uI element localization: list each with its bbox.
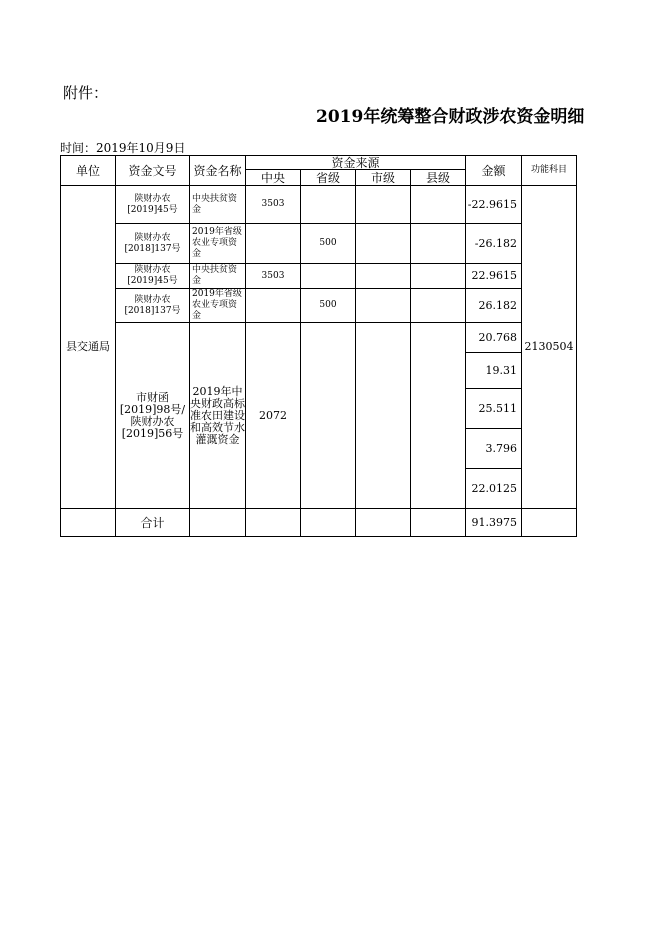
header-func-subject: 功能科目 xyxy=(522,156,577,186)
row-province xyxy=(301,186,356,224)
row-fund-name: 2019年省级农业专项资金 xyxy=(190,289,246,323)
row-central xyxy=(246,289,301,323)
page-title: 2019年统筹整合财政涉农资金明细 xyxy=(316,107,585,127)
date-label: 时间：2019年10月9日 xyxy=(60,141,186,155)
merged-province xyxy=(301,323,356,509)
row-county xyxy=(411,186,466,224)
row-fund-name: 2019年省级农业专项资金 xyxy=(190,224,246,264)
row-county xyxy=(411,224,466,264)
func-subject-value: 2130504 xyxy=(522,186,577,509)
merged-amount: 22.0125 xyxy=(466,469,522,509)
merged-amount: 25.511 xyxy=(466,389,522,429)
header-fund-name: 资金名称 xyxy=(190,156,246,186)
header-central: 中央 xyxy=(246,170,301,186)
total-label: 合计 xyxy=(116,509,190,537)
row-province: 500 xyxy=(301,224,356,264)
funds-table xyxy=(60,155,577,537)
row-city xyxy=(356,289,411,323)
total-city xyxy=(356,509,411,537)
merged-amount: 19.31 xyxy=(466,353,522,389)
row-central: 3503 xyxy=(246,264,301,289)
total-province xyxy=(301,509,356,537)
header-county: 县级 xyxy=(411,170,466,186)
row-amount: 26.182 xyxy=(466,289,522,323)
row-fund-name: 中央扶贫资金 xyxy=(190,264,246,289)
total-func-subject xyxy=(522,509,577,537)
row-central: 3503 xyxy=(246,186,301,224)
merged-amount: 3.796 xyxy=(466,429,522,469)
attachment-label: 附件： xyxy=(63,84,109,102)
row-amount: 22.9615 xyxy=(466,264,522,289)
header-amount: 金额 xyxy=(466,156,522,186)
header-city: 市级 xyxy=(356,170,411,186)
row-city xyxy=(356,264,411,289)
total-county xyxy=(411,509,466,537)
row-doc-no: 陕财办农[2018]137号 xyxy=(116,224,190,264)
row-province xyxy=(301,264,356,289)
total-central xyxy=(246,509,301,537)
row-county xyxy=(411,289,466,323)
row-doc-no: 陕财办农[2019]45号 xyxy=(116,264,190,289)
total-unit xyxy=(61,509,116,537)
total-amount: 91.3975 xyxy=(466,509,522,537)
row-fund-name: 中央扶贫资金 xyxy=(190,186,246,224)
row-amount: -22.9615 xyxy=(466,186,522,224)
row-province: 500 xyxy=(301,289,356,323)
header-province: 省级 xyxy=(301,170,356,186)
row-county xyxy=(411,264,466,289)
row-city xyxy=(356,186,411,224)
header-doc-no: 资金文号 xyxy=(116,156,190,186)
row-doc-no: 陕财办农[2018]137号 xyxy=(116,289,190,323)
merged-central: 2072 xyxy=(246,323,301,509)
merged-county xyxy=(411,323,466,509)
header-source: 资金来源 xyxy=(246,156,466,170)
merged-fund-name: 2019年中央财政高标准农田建设和高效节水灌溉资金 xyxy=(190,323,246,509)
row-doc-no: 陕财办农[2019]45号 xyxy=(116,186,190,224)
row-amount: -26.182 xyxy=(466,224,522,264)
total-fund-name xyxy=(190,509,246,537)
merged-doc-no: 市财函[2019]98号/陕财办农[2019]56号 xyxy=(116,323,190,509)
row-city xyxy=(356,224,411,264)
row-central xyxy=(246,224,301,264)
unit-name: 县交通局 xyxy=(61,186,116,509)
merged-city xyxy=(356,323,411,509)
merged-amount: 20.768 xyxy=(466,323,522,353)
header-unit: 单位 xyxy=(61,156,116,186)
